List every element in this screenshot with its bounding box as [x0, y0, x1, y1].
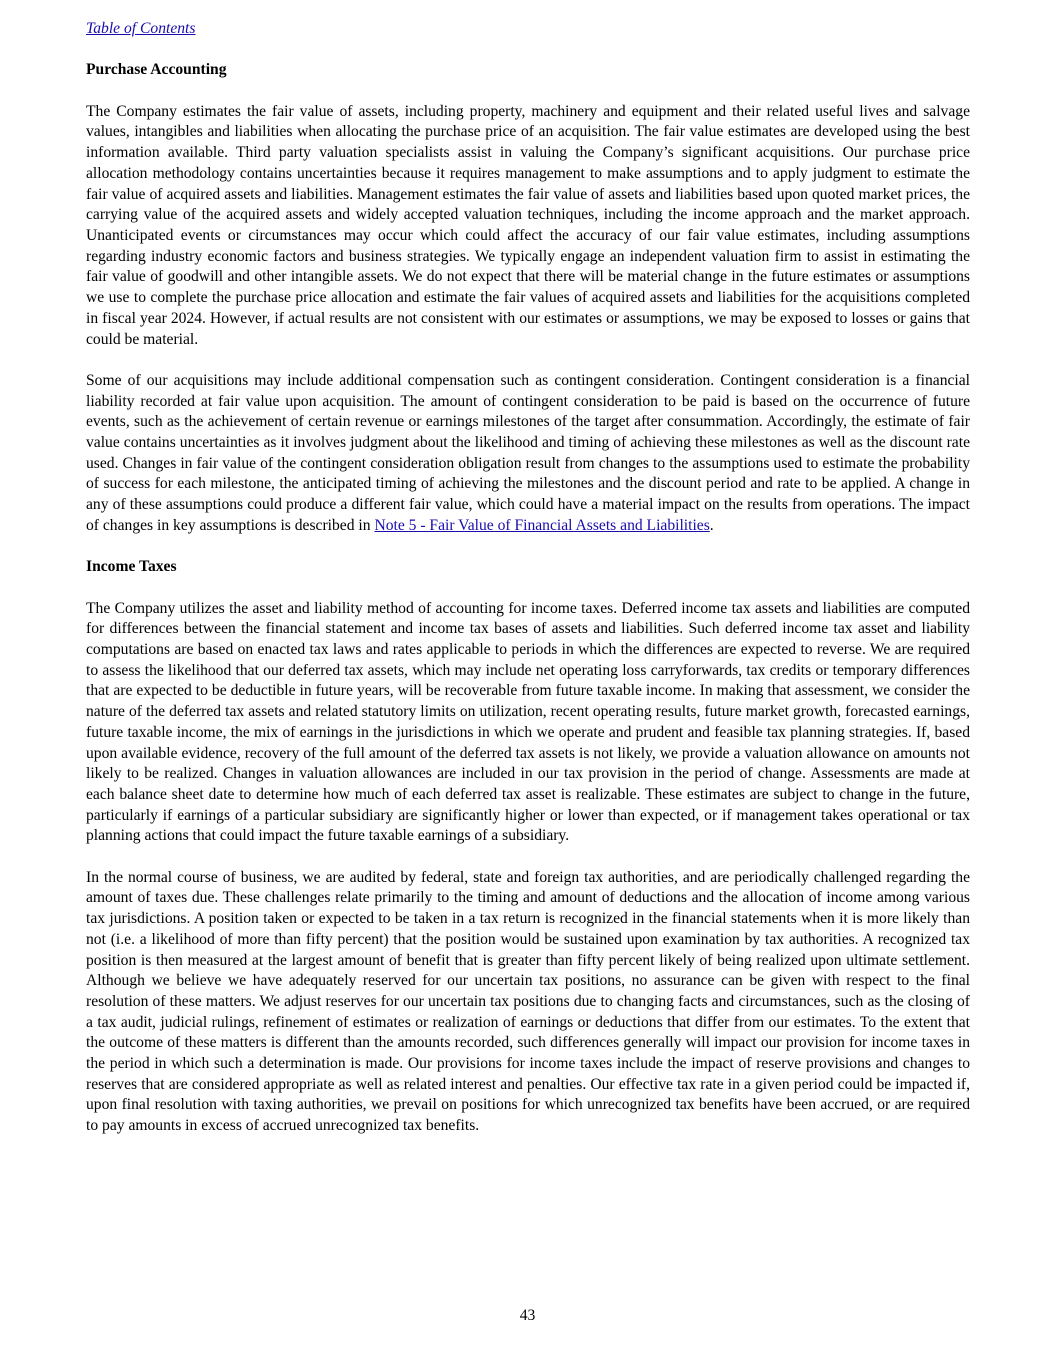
paragraph-income-taxes-2: In the normal course of business, we are audited by federal, state and foreign tax authorities, and are periodically challenged regarding the amount of taxes due. These challenges relate primarily to the timing and amount of deductions and the allocation of income among various tax jurisdictions. A position taken or expected to be taken in a tax return is recognized in the financial statements when it is more likely than not (i.e. a likelihood of more than fifty percent) that the position would be sustained upon examination by tax authorities. A recognized tax position is then measured at the largest amount of benefit that is greater than fifty percent likely of being realized upon ultimate settlement. Although we believe we have adequately reserved for our uncertain tax positions, no assurance can be given with respect to the final resolution of these matters. We adjust reserves for our uncertain tax positions due to changing facts and circumstances, such as the closing of a tax audit, judicial rulings, refinement of estimates or realization of earnings or deductions that differ from our estimates. To the extent that the outcome of these matters is different than the amounts recorded, such differences generally will impact our provision for income taxes in the period in which such a determination is made. Our provisions for income taxes include the impact of reserve provisions and changes to reserves that are considered appropriate as well as related interest and penalties. Our effective tax rate in a given period could be impacted if, upon final resolution with taxing authorities, we prevail on positions for which unrecognized tax benefits have been accrued, or are required to pay amounts in excess of accrued unrecognized tax benefits.: [86, 868, 970, 1135]
section-heading-purchase-accounting: Purchase Accounting: [86, 61, 227, 79]
paragraph-purchase-accounting-2: [86, 371, 970, 537]
paragraph-purchase-accounting-1: The Company estimates the fair value of assets, including property, machinery and equipment and their related useful lives and salvage values, intangibles and liabilities when allocating the purchase price of an acquisition. The fair value estimates are developed using the best information available. Third party valuation specialists assist in valuing the Company’s significant acquisitions. Our purchase price allocation methodology contains uncertainties because it requires management to make assumptions and to apply judgment to estimate the fair value of acquired assets and liabilities. Management estimates the fair value of assets and liabilities based upon quoted market prices, the carrying value of the acquired assets and widely accepted valuation techniques, including the income approach and the market approach. Unanticipated events or circumstances may occur which could affect the accuracy of our fair value estimates, including assumptions regarding industry economic factors and business strategies. We typically engage an independent valuation firm to assist in estimating the fair value of goodwill and other intangible assets. We do not expect that there will be material change in the future estimates or assumptions we use to complete the purchase price allocation and estimate the fair values of acquired assets and liabilities for the acquisitions completed in fiscal year 2024. However, if actual results are not consistent with our estimates or assumptions, we may be exposed to losses or gains that could be material.: [86, 102, 970, 348]
document-page: [86, 19, 970, 1137]
section-heading-income-taxes: Income Taxes: [86, 558, 177, 576]
spacer: [86, 40, 970, 61]
page-number: 43: [519, 1307, 536, 1324]
table-of-contents-link[interactable]: Table of Contents: [86, 20, 196, 37]
note-5-fair-value-link[interactable]: Note 5 - Fair Value of Financial Assets and Liabilities: [374, 516, 710, 534]
spacer: [86, 537, 970, 558]
spacer: [86, 578, 970, 599]
paragraph-text: Some of our acquisitions may include additional compensation such as contingent consideration. Contingent consideration is a financial liability recorded at fair value upon acquisition. The amount of contingent consideration to be paid is based on the occurrence of future events, such as the achievement of certain revenue or earnings milestones of the target after consummation. Accordingly, the estimate of fair value contains uncertainties as it involves judgment about the likelihood and timing of achieving these milestones as well as the discount rate used. Changes in fair value of the contingent consideration obligation result from changes to the assumptions used to estimate the probability of success for each milestone, the anticipated timing of achieving the milestones and the discount period and rate to be applied. A change in any of these assumptions could produce a different fair value, which could have a material impact on the results from operations. The impact of changes in key assumptions is described in: [86, 371, 970, 534]
spacer: [86, 81, 970, 102]
paragraph-end-punctuation: .: [709, 516, 714, 534]
spacer: [86, 350, 970, 371]
spacer: [86, 847, 970, 868]
paragraph-income-taxes-1: The Company utilizes the asset and liability method of accounting for income taxes. Deferred income tax assets and liabilities are computed for differences between the financial statement and income tax bases of assets and liabilities. Such deferred income tax asset and liability computations are based on enacted tax laws and rates applicable to periods in which the differences are expected to reverse. We are required to assess the likelihood that our deferred tax assets, which may include net operating loss carryforwards, tax credits or temporary differences that are expected to be deductible in future years, will be recoverable from future taxable income. In making that assessment, we consider the nature of the deferred tax assets and related statutory limits on utilization, recent operating results, future market growth, forecasted earnings, future taxable income, the mix of earnings in the jurisdictions in which we operate and prudent and feasible tax planning strategies. If, based upon available evidence, recovery of the full amount of the deferred tax assets is not likely, we provide a valuation allowance on amounts not likely to be realized. Changes in valuation allowances are included in our tax provision in the period of change. Assessments are made at each balance sheet date to determine how much of each deferred tax asset is realizable. These estimates are subject to change in the future, particularly if earnings of a particular subsidiary are significantly higher or lower than expected, or if management takes operational or tax planning actions that could impact the future taxable earnings of a subsidiary.: [86, 599, 970, 845]
